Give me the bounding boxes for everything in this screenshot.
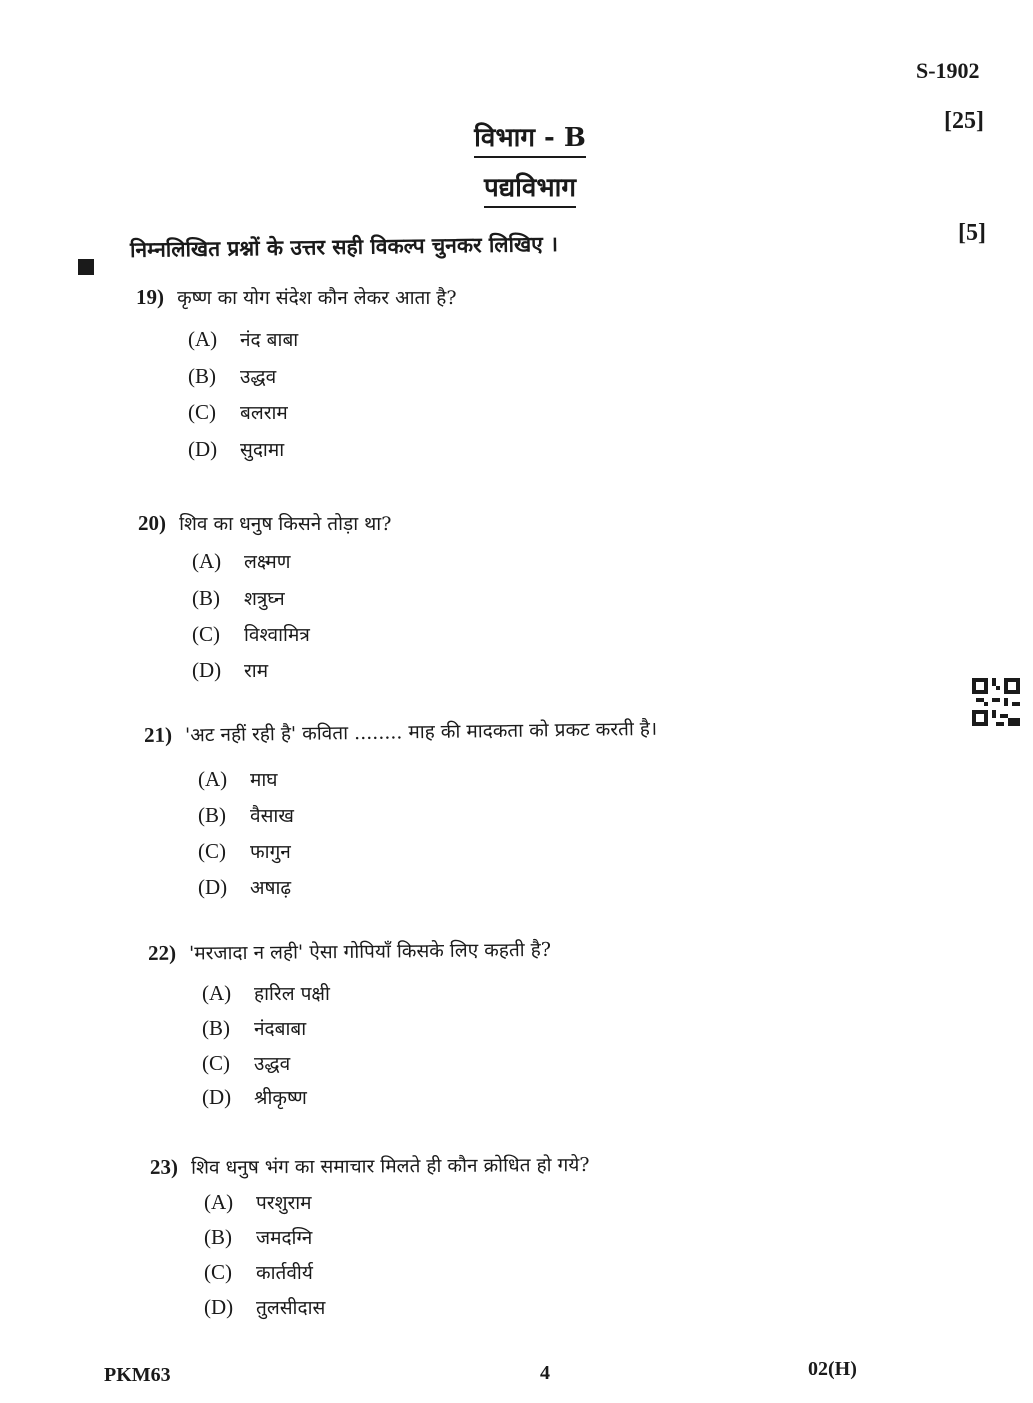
question-text: 'मरजादा न लही' ऐसा गोपियाँ किसके लिए कहती है? xyxy=(188,938,552,965)
option-label: (A) xyxy=(198,767,228,791)
option-label: (D) xyxy=(202,1085,232,1109)
section-subtitle xyxy=(460,168,600,204)
option-21d xyxy=(198,874,291,900)
paper-code: S-1902 xyxy=(916,58,980,83)
option-label: (A) xyxy=(192,549,222,573)
question-number: 21) xyxy=(143,722,173,747)
footer-left-code: PKM63 xyxy=(104,1364,171,1386)
option-text: अषाढ़ xyxy=(250,877,292,899)
option-text: नंद बाबा xyxy=(240,329,299,351)
option-label: (D) xyxy=(204,1295,234,1319)
option-text: फागुन xyxy=(250,841,291,863)
option-label: (A) xyxy=(204,1190,234,1214)
option-text: उद्धव xyxy=(254,1053,291,1075)
option-text: लक्ष्मण xyxy=(244,551,291,573)
section-title-text: विभाग - B xyxy=(474,123,586,158)
sub-marks: [5] xyxy=(958,220,986,246)
section-title xyxy=(460,118,600,154)
option-20c xyxy=(192,621,310,647)
option-20a xyxy=(192,548,290,574)
option-23b xyxy=(204,1224,312,1250)
option-label: (B) xyxy=(204,1225,232,1249)
option-19b xyxy=(188,363,276,389)
option-22c xyxy=(202,1050,290,1076)
option-23a xyxy=(204,1189,312,1215)
section-subtitle-text: पद्यविभाग xyxy=(484,173,576,208)
option-text: हारिल पक्षी xyxy=(254,983,330,1005)
option-label: (C) xyxy=(204,1260,232,1284)
question-number: 22) xyxy=(147,940,177,965)
option-text: परशुराम xyxy=(256,1192,312,1214)
option-text: राम xyxy=(244,660,269,682)
option-text: सुदामा xyxy=(240,439,285,461)
option-text: बलराम xyxy=(240,402,288,424)
option-text: माघ xyxy=(250,769,278,791)
option-label: (D) xyxy=(192,658,222,682)
option-text: उद्धव xyxy=(240,366,277,388)
option-text: श्रीकृष्ण xyxy=(254,1087,307,1109)
question-number: 19) xyxy=(136,285,164,309)
option-text: शत्रुघ्न xyxy=(244,588,285,610)
footer-right-code: 02(H) xyxy=(808,1358,857,1380)
option-label: (A) xyxy=(188,327,218,351)
question-23 xyxy=(150,1151,590,1180)
option-label: (B) xyxy=(198,803,226,827)
option-label: (B) xyxy=(188,364,216,388)
option-19d xyxy=(188,436,284,462)
option-label: (C) xyxy=(198,839,226,863)
question-text: शिव का धनुष किसने तोड़ा था? xyxy=(179,513,392,535)
question-22 xyxy=(148,936,551,966)
option-label: (D) xyxy=(188,437,218,461)
bullet-square-icon xyxy=(78,259,94,275)
option-text: नंदबाबा xyxy=(254,1018,307,1040)
option-22b xyxy=(202,1015,306,1041)
section-marks: [25] xyxy=(944,108,984,134)
instruction-text: निम्नलिखित प्रश्नों के उत्तर सही विकल्प चुनकर लिखिए । xyxy=(129,231,559,262)
option-label: (B) xyxy=(202,1016,230,1040)
option-19a xyxy=(188,326,298,352)
question-text: कृष्ण का योग संदेश कौन लेकर आता है? xyxy=(177,287,457,309)
question-text: शिव धनुष भंग का समाचार मिलते ही कौन क्रोधित हो गये? xyxy=(191,1153,590,1179)
option-23d xyxy=(204,1294,325,1320)
option-20b xyxy=(192,585,285,611)
page-number: 4 xyxy=(540,1362,550,1384)
option-20d xyxy=(192,657,268,683)
option-23c xyxy=(204,1259,313,1285)
option-19c xyxy=(188,399,288,425)
question-19 xyxy=(136,284,457,310)
option-text: तुलसीदास xyxy=(256,1297,326,1319)
option-label: (C) xyxy=(192,622,220,646)
option-22d xyxy=(202,1084,307,1110)
option-21c xyxy=(198,838,291,864)
qr-code-icon xyxy=(972,678,1020,726)
option-text: जमदग्नि xyxy=(256,1227,313,1249)
question-text: 'अट नहीं रही है' कविता ........ माह की मादकता को प्रकट करती है। xyxy=(184,717,658,747)
question-21 xyxy=(144,715,658,748)
option-text: वैसाख xyxy=(250,805,294,827)
option-text: कार्तवीर्य xyxy=(256,1262,313,1284)
option-label: (A) xyxy=(202,981,232,1005)
question-number: 20) xyxy=(138,511,166,535)
option-22a xyxy=(202,980,330,1006)
option-21a xyxy=(198,766,278,792)
option-21b xyxy=(198,802,294,828)
option-label: (B) xyxy=(192,586,220,610)
option-label: (C) xyxy=(188,400,216,424)
question-number: 23) xyxy=(149,1154,179,1179)
option-label: (C) xyxy=(202,1051,230,1075)
option-label: (D) xyxy=(198,875,228,899)
question-20 xyxy=(138,510,391,536)
option-text: विश्वामित्र xyxy=(244,624,310,646)
